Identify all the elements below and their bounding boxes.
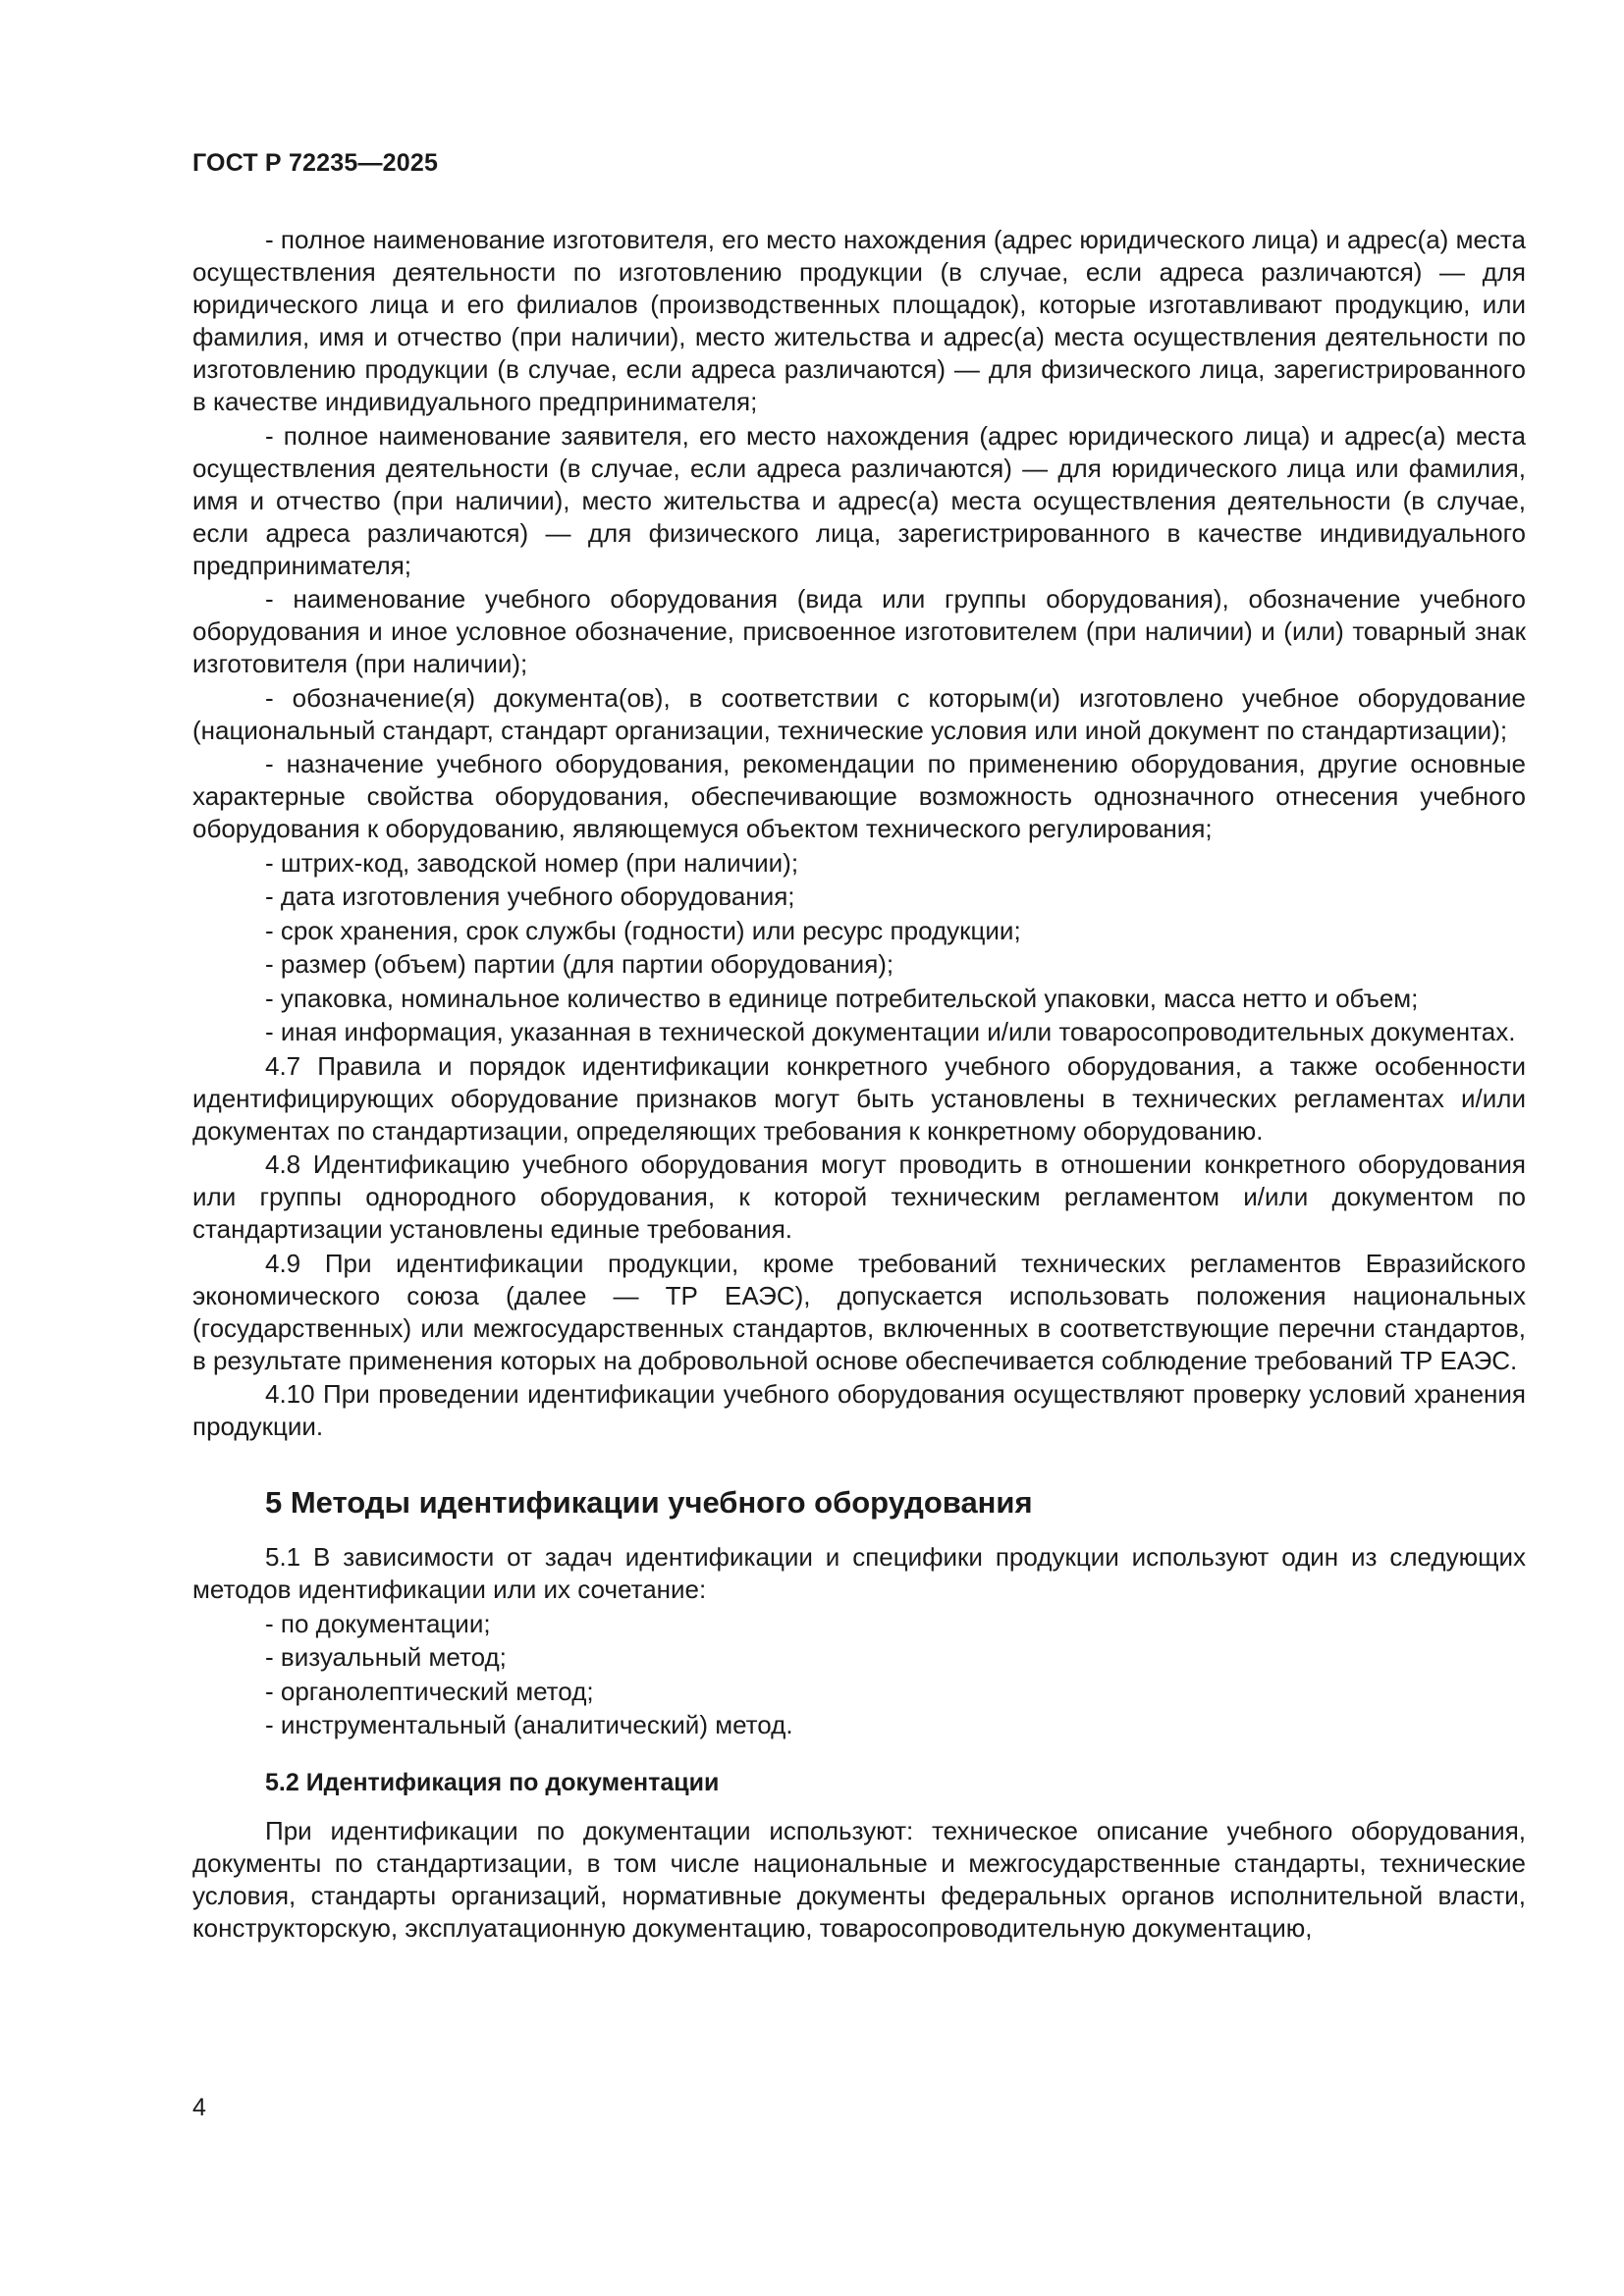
clause-5-1: 5.1 В зависимости от задач идентификации и специфики продукции используют один из следующих методов идентификации или их сочетание: xyxy=(192,1542,1526,1604)
method-item-organoleptic: - органолептический метод; xyxy=(265,1676,594,1706)
clause-4-10: 4.10 При проведении идентификации учебного оборудования осуществляют проверку условий хранения продукции. xyxy=(192,1379,1526,1441)
method-item-visual: - визуальный метод; xyxy=(265,1642,507,1672)
document-body xyxy=(192,224,1526,1947)
list-item-batch-size: - размер (объем) партии (для партии оборудования); xyxy=(265,949,894,979)
list-item-manufacturer: - полное наименование изготовителя, его место нахождения (адрес юридического лица) и адрес(а) места осуществления деятельности по изготовлению продукции (в случае, если адреса различаются) — для юридического лица и его филиалов (производственных площадок), которые изготавливают продукцию, или фамилия, имя и отчество (при наличии), место жительства и адрес(а) места осуществления деятельности по изготовлению продукции (в случае, если адреса различаются) — для физического лица, зарегистрированного в качестве индивидуального предпринимателя; xyxy=(192,225,1526,416)
clause-4-7: 4.7 Правила и порядок идентификации конкретного учебного оборудования, а также особенности идентифицирующих оборудование признаков могут быть установлены в технических регламентах и/или документах по стандартизации, определяющих требования к конкретному оборудованию. xyxy=(192,1050,1526,1146)
list-item-applicant: - полное наименование заявителя, его место нахождения (адрес юридического лица) и адрес(а) места осуществления деятельности (в случае, если адреса различаются) — для юридического лица или фамилия, имя и отчество (при наличии), место жительства и адрес(а) места осуществления деятельности (в случае, если адреса различаются) — для физического лица, зарегистрированного в качестве индивидуального предпринимателя; xyxy=(192,420,1526,580)
list-item-other-info: - иная информация, указанная в технической документации и/или товаросопроводительных документах. xyxy=(265,1017,1516,1046)
page-number: 4 xyxy=(192,2094,206,2121)
clause-5-2-body: При идентификации по документации используют: техническое описание учебного оборудования, документы по стандартизации, в том числе национальные и межгосударственные стандарты, технические условия, стандарты организаций, нормативные документы федеральных органов исполнительной власти, конструкторскую, эксплуатационную документацию, товаросопроводительную документацию, xyxy=(192,1816,1526,1943)
page-header: ГОСТ Р 72235—2025 xyxy=(192,149,439,177)
subsection-5-2-heading: 5.2 Идентификация по документации xyxy=(265,1769,720,1796)
list-item-shelf-life: - срок хранения, срок службы (годности) или ресурс продукции; xyxy=(265,915,1021,945)
list-item-barcode: - штрих-код, заводской номер (при наличии); xyxy=(265,847,799,878)
section-5-heading: 5 Методы идентификации учебного оборудования xyxy=(265,1485,1033,1520)
method-item-documentation: - по документации; xyxy=(265,1608,491,1638)
list-item-equipment-name: - наименование учебного оборудования (вида или группы оборудования), обозначение учебного оборудования и иное условное обозначение, присвоенное изготовителем (при наличии) и (или) товарный знак изготовителя (при наличии); xyxy=(192,584,1526,678)
clause-4-9: 4.9 При идентификации продукции, кроме требований технических регламентов Евразийского экономического союза (далее — ТР ЕАЭС), допускается использовать положения национальных (государственных) или межгосударственных стандартов, включенных в соответствующие перечни стандартов, в результате применения которых на добровольной основе обеспечивается соблюдение требований ТР ЕАЭС. xyxy=(192,1248,1526,1375)
list-item-purpose: - назначение учебного оборудования, рекомендации по применению оборудования, другие основные характерные свойства оборудования, обеспечивающие возможность однозначного отнесения учебного оборудования к оборудованию, являющемуся объектом технического регулирования; xyxy=(192,749,1526,843)
list-item-manufacture-date: - дата изготовления учебного оборудования; xyxy=(265,881,795,911)
list-item-packaging: - упаковка, номинальное количество в единице потребительской упаковки, масса нетто и объем; xyxy=(265,983,1419,1013)
clause-4-8: 4.8 Идентификацию учебного оборудования могут проводить в отношении конкретного оборудования или группы однородного оборудования, к которой техническим регламентом и/или документом по стандартизации установлены единые требования. xyxy=(192,1149,1526,1244)
method-item-instrumental: - инструментальный (аналитический) метод. xyxy=(265,1710,793,1739)
list-item-document-designation: - обозначение(я) документа(ов), в соответствии с которым(и) изготовлено учебное оборудование (национальный стандарт, стандарт организации, технические условия или иной документ по стандартизации); xyxy=(192,682,1526,745)
